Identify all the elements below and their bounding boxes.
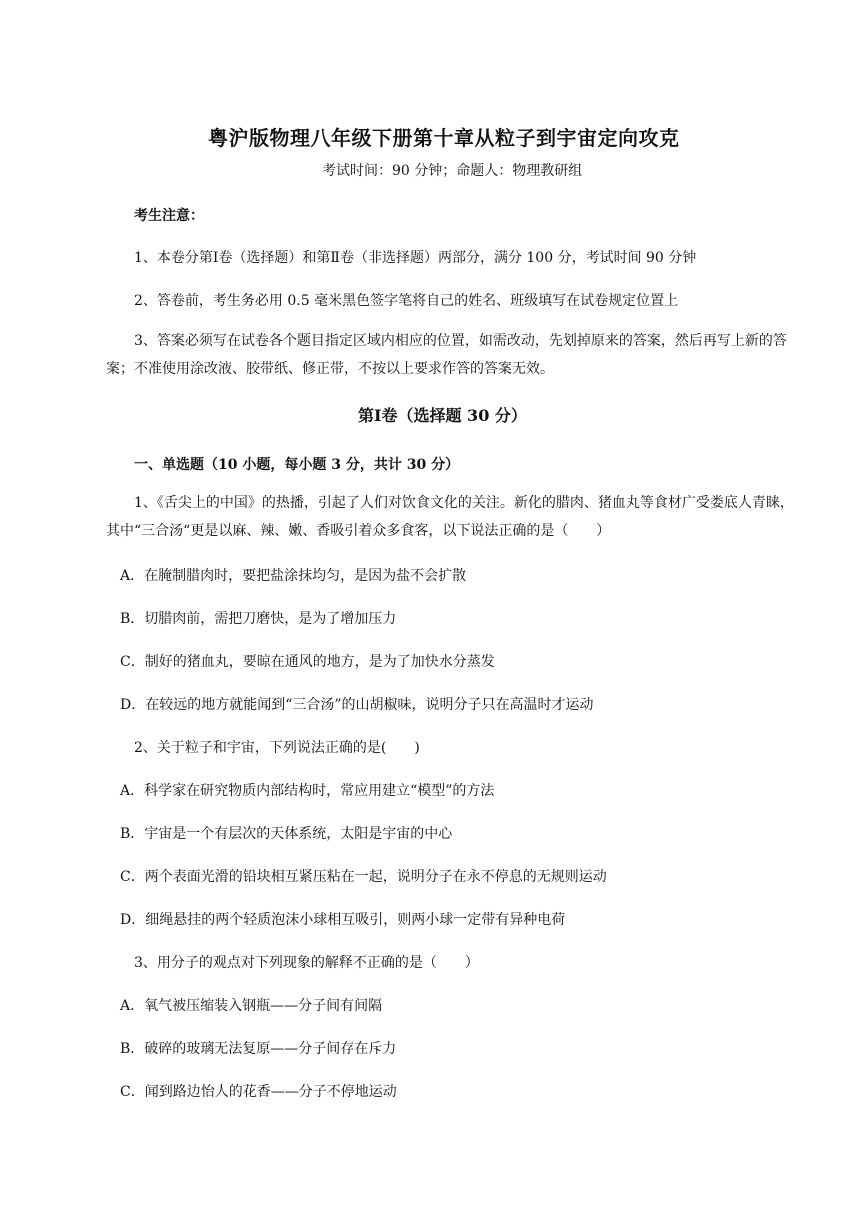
notice-item-2: 2、答卷前，考生务必用 0.5 毫米黑色签字笔将自己的姓名、班级填写在试卷规定位置上 — [134, 293, 679, 309]
question-2-stem: 2、关于粒子和宇宙，下列说法正确的是( ) — [134, 740, 420, 756]
question-2-option-c: C．两个表面光滑的铅块相互紧压粘在一起，说明分子在永不停息的无规则运动 — [120, 869, 607, 885]
question-1-stem: 1、《舌尖上的中国》的热播，引起了人们对饮食文化的关注。新化的腊肉、猪血丸等食材广受娄底人青睐，其中“三合汤“更是以麻、辣、嫩、香吸引着众多食客，以下说法正确的是（ ） — [106, 495, 794, 539]
page-title: 粤沪版物理八年级下册第十章从粒子到宇宙定向攻克 — [208, 126, 680, 150]
question-3-stem: 3、用分子的观点对下列现象的解释不正确的是（ ） — [134, 955, 479, 971]
section-title: 第Ⅰ卷（选择题 30 分） — [358, 406, 527, 425]
question-2-option-a: A．科学家在研究物质内部结构时，常应用建立“模型”的方法 — [120, 783, 495, 799]
question-2-option-d: D．细绳悬挂的两个轻质泡沫小球相互吸引，则两小球一定带有异种电荷 — [120, 912, 566, 928]
notice-heading: 考生注意： — [134, 208, 204, 224]
question-1-option-c: C．制好的猪血丸，要晾在通风的地方，是为了加快水分蒸发 — [120, 654, 495, 670]
question-3-option-c: C．闻到路边怡人的花香——分子不停地运动 — [120, 1084, 397, 1100]
part-heading: 一、单选题（10 小题，每小题 3 分，共计 30 分） — [134, 457, 460, 473]
question-3-option-b: B．破碎的玻璃无法复原——分子间存在斥力 — [120, 1041, 397, 1057]
question-1-option-a: A．在腌制腊肉时，要把盐涂抹均匀，是因为盐不会扩散 — [120, 568, 467, 584]
question-3-option-a: A．氧气被压缩装入钢瓶——分子间有间隔 — [120, 998, 383, 1014]
question-2-option-b: B．宇宙是一个有层次的天体系统，太阳是宇宙的中心 — [120, 826, 453, 842]
notice-item-1: 1、本卷分第Ⅰ卷（选择题）和第Ⅱ卷（非选择题）两部分，满分 100 分，考试时间 90 分钟 — [134, 250, 697, 266]
exam-info: 考试时间：90 分钟；命题人：物理教研组 — [322, 163, 583, 179]
notice-item-3: 3、答案必须写在试卷各个题目指定区域内相应的位置，如需改动，先划掉原来的答案，然后再写上新的答案；不准使用涂改液、胶带纸、修正带，不按以上要求作答的答案无效。 — [106, 333, 787, 377]
question-1-option-b: B．切腊肉前，需把刀磨快，是为了增加压力 — [120, 611, 397, 627]
question-1-option-d: D．在较远的地方就能闻到“三合汤”的山胡椒味，说明分子只在高温时才运动 — [120, 697, 594, 713]
